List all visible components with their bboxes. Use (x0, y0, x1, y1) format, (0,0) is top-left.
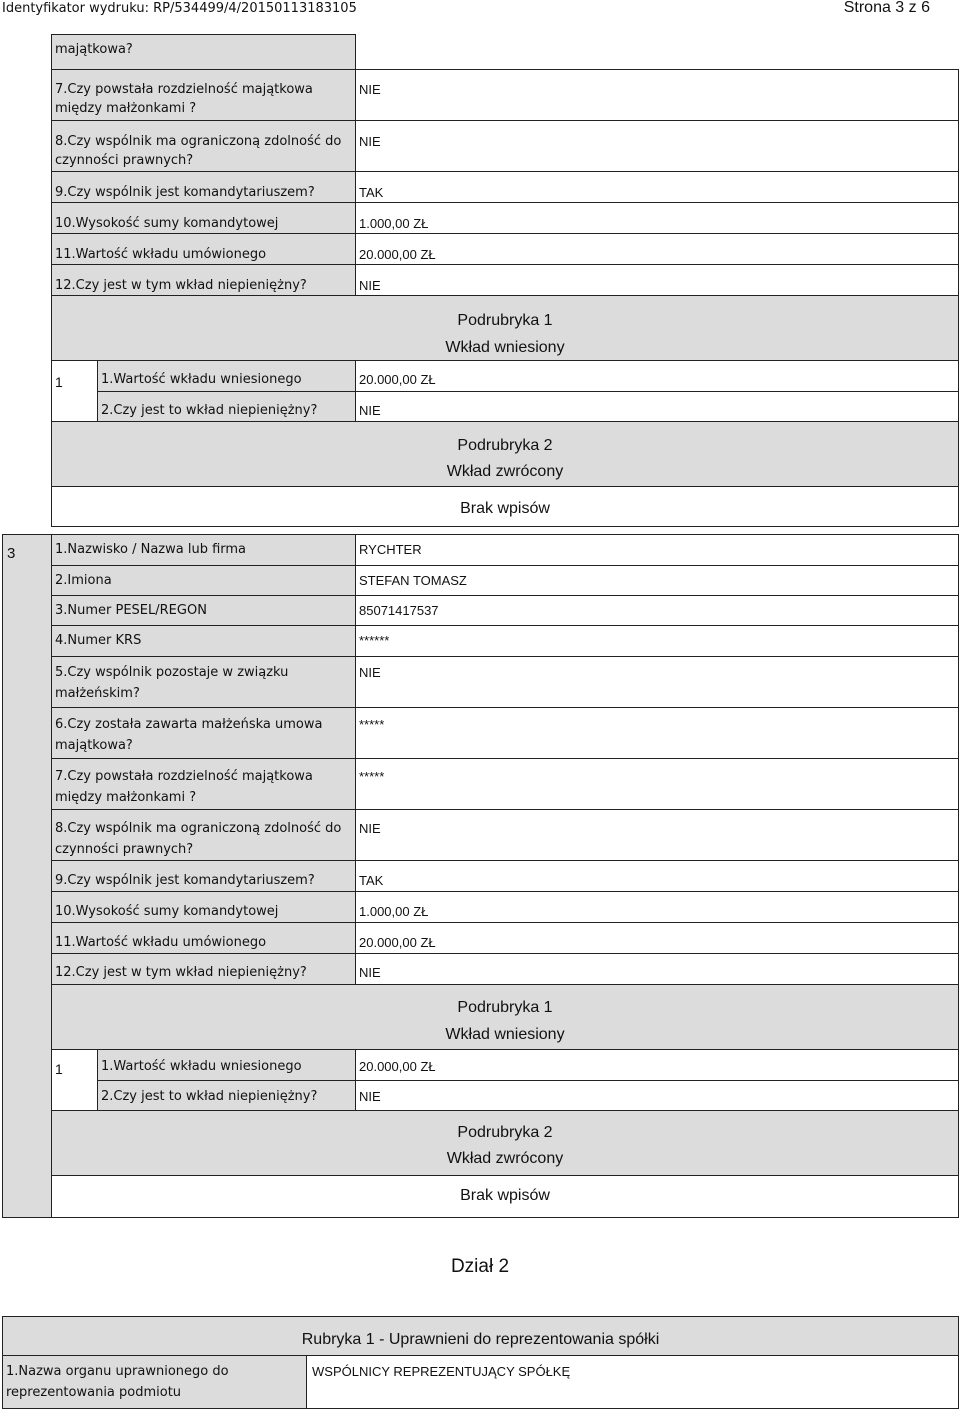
question-7-line2: między małżonkami ? (55, 790, 197, 805)
answer-8: NIE (359, 134, 381, 149)
question-8-line1: 8.Czy wspólnik ma ograniczoną zdolność do (55, 134, 342, 149)
answer-2: STEFAN TOMASZ (359, 573, 467, 588)
value-cell (355, 264, 959, 296)
question-6-line1: 6.Czy została zawarta małżeńska umowa (55, 717, 323, 732)
answer-12: NIE (359, 965, 381, 980)
value-cell (355, 953, 959, 985)
subsection-1-index: 1 (55, 1061, 63, 1077)
answer-7: NIE (359, 82, 381, 97)
value-cell (355, 233, 959, 265)
question-3: 3.Numer PESEL/REGON (55, 603, 207, 618)
subsection-2-title: Podrubryka 2 (457, 1124, 553, 1141)
sub1-question-2: 2.Czy jest to wkład niepieniężny? (101, 403, 318, 418)
rubric-1-title: Rubryka 1 - Uprawnieni do reprezentowania spółki (301, 1331, 660, 1348)
value-cell (355, 171, 959, 203)
value-cell (355, 120, 959, 172)
question-11: 11.Wartość wkładu umówionego (55, 247, 267, 262)
question-1: 1.Nazwisko / Nazwa lub firma (55, 542, 247, 557)
subsection-1-title: Podrubryka 1 (457, 999, 553, 1016)
value-cell (355, 922, 959, 954)
rubric-question-1-line1: 1.Nazwa organu uprawnionego do (6, 1364, 229, 1379)
value-cell (355, 891, 959, 923)
subsection-2-subtitle: Wkład zwrócony (446, 463, 564, 480)
no-entries-text: Brak wpisów (460, 1187, 550, 1204)
answer-10: 1.000,00 ZŁ (359, 216, 429, 231)
sub1-question-2: 2.Czy jest to wkład niepieniężny? (101, 1089, 318, 1104)
question-8-line2: czynności prawnych? (55, 153, 194, 168)
index-cell (51, 1049, 98, 1111)
question-2: 2.Imiona (55, 573, 112, 588)
answer-11: 20.000,00 ZŁ (359, 247, 436, 262)
answer-10: 1.000,00 ZŁ (359, 904, 429, 919)
value-cell (355, 69, 959, 121)
answer-1: RYCHTER (359, 542, 422, 557)
subsection-1-index: 1 (55, 374, 63, 390)
answer-6: ***** (359, 717, 385, 732)
sub1-answer-1: 20.000,00 ZŁ (359, 372, 436, 387)
sub1-question-1: 1.Wartość wkładu wniesionego (101, 1059, 302, 1074)
answer-9: TAK (359, 873, 384, 888)
subsection-2-subtitle: Wkład zwrócony (446, 1150, 564, 1167)
answer-5: NIE (359, 665, 381, 680)
sub1-question-1: 1.Wartość wkładu wniesionego (101, 372, 302, 387)
partner-3-index: 3 (7, 545, 16, 562)
value-cell (355, 360, 959, 392)
sub1-answer-2: NIE (359, 1089, 381, 1104)
answer-3: 85071417537 (359, 603, 439, 618)
value-cell (355, 534, 959, 566)
answer-12: NIE (359, 278, 381, 293)
question-7-line1: 7.Czy powstała rozdzielność majątkowa (55, 82, 313, 97)
subsection-1-subtitle: Wkład wniesiony (445, 339, 565, 356)
section-2-title: Dział 2 (450, 1256, 510, 1277)
value-cell (355, 656, 959, 708)
answer-4: ****** (359, 633, 390, 648)
answer-11: 20.000,00 ZŁ (359, 935, 436, 950)
value-cell (355, 625, 959, 657)
print-identifier: Identyfikator wydruku: RP/534499/4/20150113183105 (2, 1, 357, 16)
question-5-line1: 5.Czy wspólnik pozostaje w związku (55, 665, 289, 680)
value-cell (355, 1080, 959, 1111)
question-10: 10.Wysokość sumy komandytowej (55, 904, 279, 919)
value-cell (355, 707, 959, 759)
no-entries-text: Brak wpisów (460, 500, 550, 517)
answer-8: NIE (359, 821, 381, 836)
value-cell (355, 860, 959, 892)
question-10: 10.Wysokość sumy komandytowej (55, 216, 279, 231)
subsection-1-subtitle: Wkład wniesiony (445, 1026, 565, 1043)
value-cell (355, 809, 959, 861)
value-cell (355, 758, 959, 810)
sub1-answer-2: NIE (359, 403, 381, 418)
question-7-line2: między małżonkami ? (55, 101, 197, 116)
question-9: 9.Czy wspólnik jest komandytariuszem? (55, 185, 315, 200)
subsection-1-title: Podrubryka 1 (457, 312, 553, 329)
question-5-line2: małżeńskim? (55, 686, 140, 701)
value-cell (355, 202, 959, 234)
sub1-answer-1: 20.000,00 ZŁ (359, 1059, 436, 1074)
subsection-2-title: Podrubryka 2 (457, 437, 553, 454)
value-cell (355, 1049, 959, 1081)
question-8-line2: czynności prawnych? (55, 842, 194, 857)
rubric-answer-1: WSPÓLNICY REPREZENTUJĄCY SPÓŁKĘ (312, 1364, 571, 1379)
question-4: 4.Numer KRS (55, 633, 142, 648)
answer-9: TAK (359, 185, 384, 200)
value-cell (355, 391, 959, 422)
question-9: 9.Czy wspólnik jest komandytariuszem? (55, 873, 315, 888)
question-7-line1: 7.Czy powstała rozdzielność majątkowa (55, 769, 313, 784)
question-12: 12.Czy jest w tym wkład niepieniężny? (55, 965, 307, 980)
question-12: 12.Czy jest w tym wkład niepieniężny? (55, 278, 307, 293)
question-8-line1: 8.Czy wspólnik ma ograniczoną zdolność do (55, 821, 342, 836)
print-header (0, 0, 960, 16)
question-6-line2: majątkowa? (55, 738, 133, 753)
page-number: Strona 3 z 6 (843, 0, 930, 16)
question-11: 11.Wartość wkładu umówionego (55, 935, 267, 950)
answer-7: ***** (359, 769, 385, 784)
index-cell (51, 360, 98, 422)
value-cell (355, 595, 959, 626)
rubric-question-1-line2: reprezentowania podmiotu (6, 1385, 182, 1400)
question-6-cont: majątkowa? (55, 42, 133, 57)
